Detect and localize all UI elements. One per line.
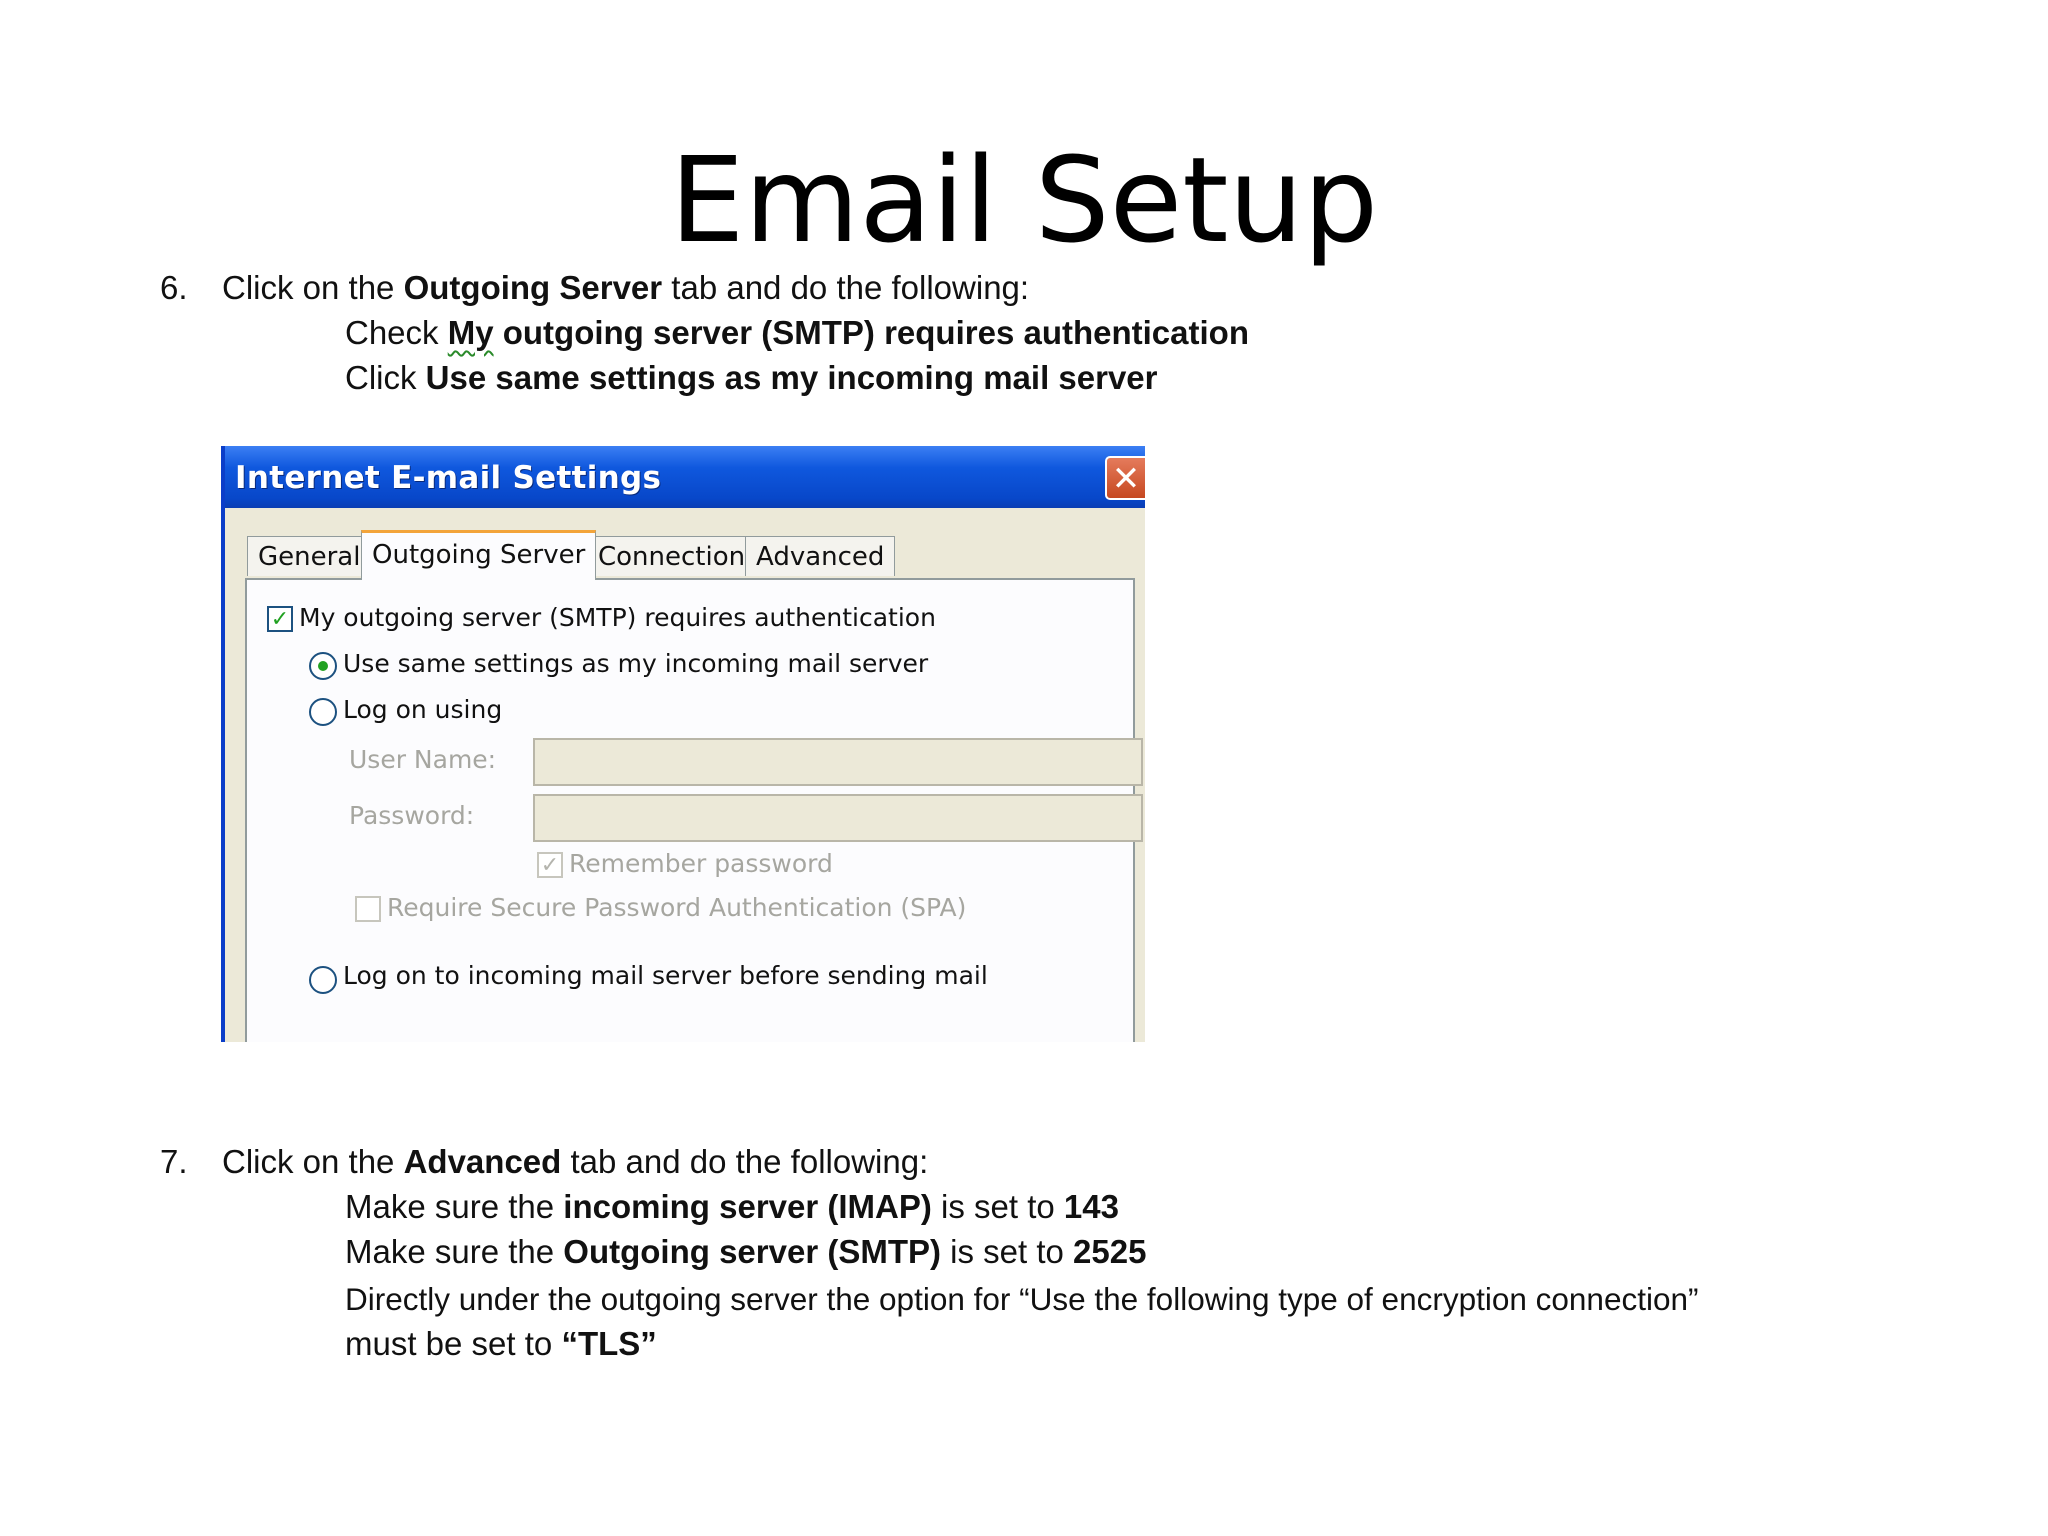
text-run: tab and do the following: xyxy=(662,269,1030,306)
step-7-number: 7. xyxy=(160,1143,188,1180)
user-name-label: User Name: xyxy=(349,745,497,774)
log-on-using-radio[interactable] xyxy=(309,698,337,726)
remember-password-checkbox[interactable]: ✓ xyxy=(537,852,563,878)
step-6-check xyxy=(345,313,1249,353)
log-on-using-label: Log on using xyxy=(343,695,503,724)
text-run: Check xyxy=(345,314,448,351)
text-run: Click xyxy=(345,359,426,396)
smtp-emphasis: Outgoing server (SMTP) xyxy=(563,1233,941,1270)
requires-auth-emphasis: outgoing server (SMTP) requires authentication xyxy=(493,314,1249,351)
text-run: Click on the xyxy=(222,1143,404,1180)
text-run: is set to xyxy=(940,1233,1074,1270)
requires-auth-label: My outgoing server (SMTP) requires authentication xyxy=(299,603,936,632)
internet-email-settings-dialog xyxy=(221,446,1145,1042)
step-6-click xyxy=(345,358,1158,398)
imap-port: 143 xyxy=(1063,1188,1119,1225)
tab-outgoing-server[interactable]: Outgoing Server xyxy=(361,530,596,580)
advanced-emphasis: Advanced xyxy=(403,1143,562,1180)
tab-general[interactable]: General xyxy=(247,536,371,576)
requires-auth-checkbox[interactable]: ✓ xyxy=(267,606,293,632)
text-run: Make sure the xyxy=(345,1233,564,1270)
require-spa-label: Require Secure Password Authentication (SPA) xyxy=(387,893,967,922)
step-7-tls xyxy=(345,1324,657,1364)
tls-emphasis: “TLS” xyxy=(561,1325,657,1362)
use-same-emphasis: Use same settings as my incoming mail server xyxy=(425,359,1158,396)
step-7-encryption: Directly under the outgoing server the option for “Use the following type of encryption connection” xyxy=(345,1281,1699,1317)
text-run: must be set to xyxy=(345,1325,562,1362)
text-run: tab and do the following: xyxy=(561,1143,929,1180)
password-input[interactable] xyxy=(533,794,1143,842)
radio-selected-dot xyxy=(318,661,328,671)
step-7-imap xyxy=(345,1187,1119,1227)
text-run: Make sure the xyxy=(345,1188,564,1225)
step-6-number: 6. xyxy=(160,269,188,306)
smtp-port: 2525 xyxy=(1073,1233,1147,1270)
password-label: Password: xyxy=(349,801,475,830)
dialog-titlebar xyxy=(225,446,1145,508)
text-run: Click on the xyxy=(222,269,404,306)
dialog-title: Internet E-mail Settings xyxy=(235,460,662,496)
imap-emphasis: incoming server (IMAP) xyxy=(563,1188,932,1225)
my-emphasis: My xyxy=(447,314,494,351)
step-6-intro-text xyxy=(222,268,1029,308)
slide-title: Email Setup xyxy=(669,131,1379,269)
user-name-input[interactable] xyxy=(533,738,1143,786)
step-7-intro-text xyxy=(222,1142,928,1182)
outgoing-server-emphasis: Outgoing Server xyxy=(403,269,663,306)
close-icon[interactable]: ✕ xyxy=(1105,456,1145,500)
remember-password-label: Remember password xyxy=(569,849,833,878)
tab-advanced[interactable]: Advanced xyxy=(745,536,895,576)
require-spa-checkbox[interactable] xyxy=(355,896,381,922)
log-on-incoming-label: Log on to incoming mail server before sending mail xyxy=(343,961,988,990)
outgoing-server-panel xyxy=(245,578,1135,1042)
use-same-settings-radio[interactable] xyxy=(309,652,337,680)
tab-connection[interactable]: Connection xyxy=(587,536,756,576)
log-on-incoming-radio[interactable] xyxy=(309,966,337,994)
step-7-smtp xyxy=(345,1232,1146,1272)
use-same-settings-label: Use same settings as my incoming mail server xyxy=(343,649,929,678)
text-run: is set to xyxy=(931,1188,1064,1225)
